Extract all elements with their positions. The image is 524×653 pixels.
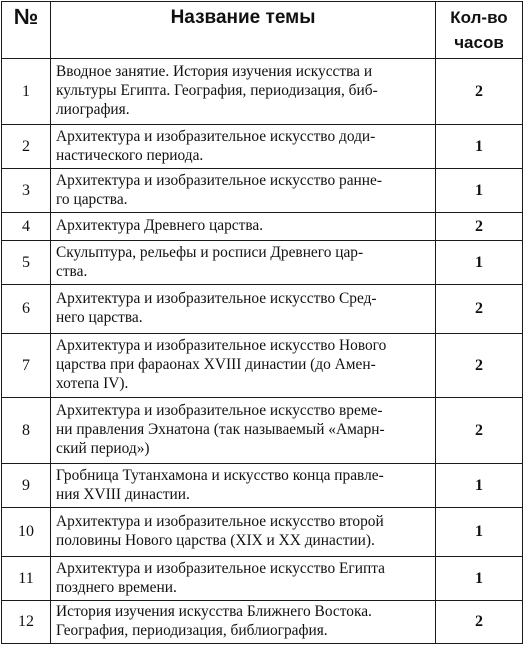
curriculum-table bbox=[1, 1, 523, 644]
row-topic bbox=[51, 125, 436, 169]
table-row bbox=[2, 59, 523, 125]
row-number: 7 bbox=[2, 334, 51, 398]
table-row bbox=[2, 398, 523, 464]
row-hours: 1 bbox=[436, 464, 523, 508]
row-number: 9 bbox=[2, 464, 51, 508]
header-hours-line2: часов bbox=[454, 33, 504, 52]
topic-line: Архитектура Древнего царства. bbox=[56, 217, 264, 234]
row-hours: 2 bbox=[436, 59, 523, 125]
row-topic bbox=[51, 334, 436, 398]
table-row bbox=[2, 213, 523, 241]
row-hours: 1 bbox=[436, 241, 523, 285]
header-number: № bbox=[2, 2, 51, 59]
row-hours: 1 bbox=[436, 557, 523, 601]
row-hours: 1 bbox=[436, 508, 523, 557]
row-hours: 1 bbox=[436, 125, 523, 169]
row-number: 5 bbox=[2, 241, 51, 285]
row-number: 6 bbox=[2, 285, 51, 334]
topic-line: го царства. bbox=[56, 190, 128, 208]
row-number: 10 bbox=[2, 508, 51, 557]
table-row bbox=[2, 464, 523, 508]
row-topic bbox=[51, 557, 436, 601]
row-number: 8 bbox=[2, 398, 51, 464]
topic-line: Гробница Тутанхамона и искусство конца правле- bbox=[56, 466, 384, 484]
row-hours: 2 bbox=[436, 285, 523, 334]
topic-line: История изучения искусства Ближнего Востока. bbox=[56, 603, 372, 620]
table-row bbox=[2, 285, 523, 334]
row-hours: 2 bbox=[436, 334, 523, 398]
header-hours bbox=[436, 2, 523, 59]
topic-line: Архитектура и изобразительное искусство второй bbox=[56, 513, 384, 530]
topic-line: хотепа IV). bbox=[56, 375, 129, 392]
row-hours: 2 bbox=[436, 213, 523, 241]
row-number: 11 bbox=[2, 557, 51, 601]
topic-line: ни правления Эхнатона (так называемый «Амарн- bbox=[56, 421, 385, 438]
topic-line: лиография. bbox=[56, 101, 130, 118]
row-topic bbox=[51, 464, 436, 508]
row-hours: 2 bbox=[436, 601, 523, 644]
row-number: 2 bbox=[2, 125, 51, 169]
row-number: 3 bbox=[2, 169, 51, 213]
topic-line: Архитектура и изобразительное искусство Нового bbox=[56, 337, 387, 354]
topic-line: царства при фараонах XVIII династии (до Амен- bbox=[56, 356, 376, 373]
topic-line: позднего времени. bbox=[56, 578, 177, 596]
row-hours: 1 bbox=[436, 169, 523, 213]
topic-line: него царства. bbox=[56, 309, 143, 326]
table-row bbox=[2, 169, 523, 213]
row-topic bbox=[51, 59, 436, 125]
table-row bbox=[2, 601, 523, 644]
table-row bbox=[2, 125, 523, 169]
table-row bbox=[2, 557, 523, 601]
header-row bbox=[2, 2, 523, 59]
table-row bbox=[2, 508, 523, 557]
row-topic bbox=[51, 508, 436, 557]
table-row bbox=[2, 241, 523, 285]
topic-line: Архитектура и изобразительное искусство време- bbox=[56, 402, 383, 419]
header-hours-line1: Кол-во bbox=[450, 8, 508, 27]
topic-line: Архитектура и изобразительное искусство ранне- bbox=[56, 171, 382, 189]
row-topic bbox=[51, 169, 436, 213]
table-row bbox=[2, 334, 523, 398]
row-number: 1 bbox=[2, 59, 51, 125]
topic-line: География, периодизация, библиография. bbox=[56, 622, 328, 639]
topic-line: Архитектура и изобразительное искусство Сред- bbox=[56, 290, 377, 307]
topic-line: ский период») bbox=[56, 440, 150, 457]
topic-line: Архитектура и изобразительное искусство Египта bbox=[56, 559, 385, 577]
table-body bbox=[2, 59, 523, 644]
topic-line: половины Нового царства (XIX и XX династии). bbox=[56, 532, 375, 549]
row-topic bbox=[51, 601, 436, 644]
topic-line: ния XVIII династии. bbox=[56, 485, 190, 503]
row-number: 12 bbox=[2, 601, 51, 644]
row-hours: 2 bbox=[436, 398, 523, 464]
header-topic-title: Название темы bbox=[51, 2, 436, 59]
topic-line: настического периода. bbox=[56, 146, 204, 164]
topic-line: Вводное занятие. История изучения искусства и bbox=[56, 63, 373, 80]
row-topic bbox=[51, 285, 436, 334]
topic-line: ства. bbox=[56, 262, 88, 280]
row-topic bbox=[51, 241, 436, 285]
topic-line: Скульптура, рельефы и росписи Древнего цар- bbox=[56, 243, 364, 261]
row-number: 4 bbox=[2, 213, 51, 241]
row-topic bbox=[51, 398, 436, 464]
row-topic bbox=[51, 213, 436, 241]
topic-line: Архитектура и изобразительное искусство доди- bbox=[56, 127, 376, 145]
topic-line: культуры Египта. География, периодизация, биб- bbox=[56, 82, 378, 99]
